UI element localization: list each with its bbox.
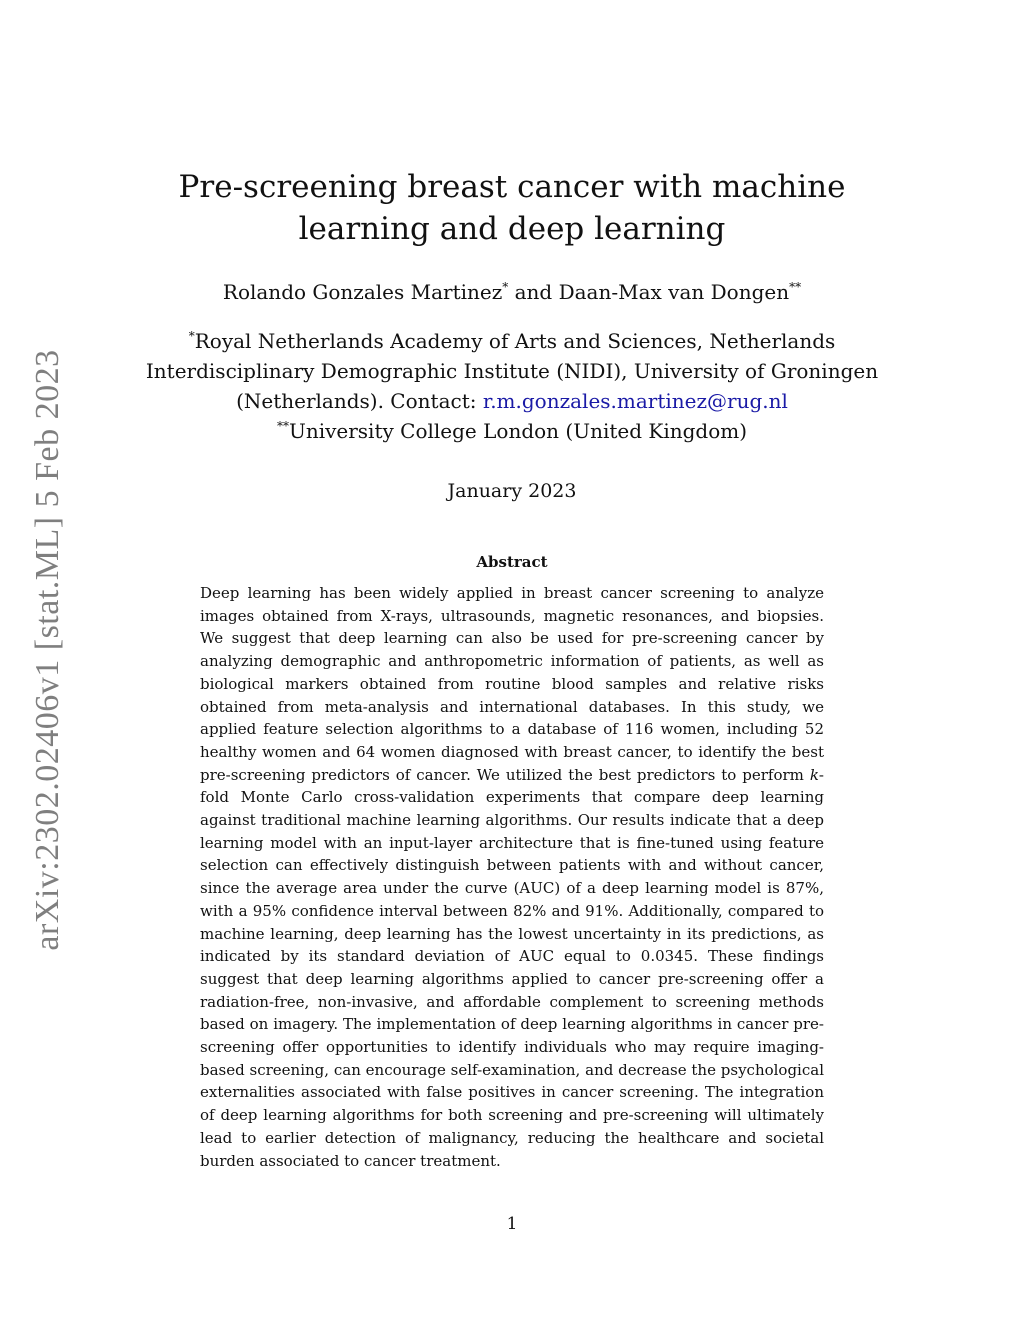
author-name: Daan-Max van Dongen: [558, 280, 790, 304]
math-variable-k: k: [809, 765, 819, 784]
affiliation-text: Royal Netherlands Academy of Arts and Sciences, Netherlands Interdisciplinary Demographic Institute (NIDI), University of Groningen (Netherlands). Contact:: [145, 329, 879, 413]
arxiv-identifier-stamp: arXiv:2302.02406v1 [stat.ML] 5 Feb 2023: [29, 349, 66, 951]
affiliation-mark: *: [188, 329, 195, 343]
page-number: 1: [506, 1214, 518, 1234]
author-name: Rolando Gonzales Martinez: [222, 280, 503, 304]
affiliation-secondary: [140, 416, 884, 446]
author-affiliation-mark: *: [502, 280, 509, 294]
affiliation-primary: [140, 326, 884, 416]
publication-date: January 2023: [447, 480, 577, 502]
paper-title: Pre-screening breast cancer with machine learning and deep learning: [178, 169, 846, 247]
author-list: [150, 278, 874, 306]
abstract-heading: Abstract: [476, 553, 548, 571]
author-affiliation-mark: **: [789, 280, 802, 294]
contact-email-link[interactable]: r.m.gonzales.martinez@rug.nl: [482, 389, 788, 413]
abstract-text: Deep learning has been widely applied in breast cancer screening to analyze images obtained from X-rays, ultrasounds, magnetic resonances, and biopsies. We suggest that deep learning can also be used for pre-screening cancer by analyzing demographic and anthropometric information of patients, as well as biological markers obtained from routine blood samples and relative risks obtained from meta-analysis and international databases. In this study, we applied feature selection algorithms to a database of 116 women, including 52 healthy women and 64 women diagnosed with breast cancer, to identify the best pre-screening predictors of cancer. We utilized the best predictors to perform: [200, 584, 824, 784]
affiliations: [140, 326, 884, 446]
affiliation-text: University College London (United Kingdom): [288, 419, 748, 443]
author-conjunction: and: [508, 280, 559, 304]
affiliation-mark: **: [276, 419, 289, 433]
abstract-text: -fold Monte Carlo cross-validation experiments that compare deep learning against traditional machine learning algorithms. Our results indicate that a deep learning model with an input-layer architecture that is fine-tuned using feature selection can effectively distinguish between patients with and without cancer, since the average area under the curve (AUC) of a deep learning model is 87%, with a 95% confidence interval between 82% and 91%. Additionally, compared to machine learning, deep learning has the lowest uncertainty in its predictions, as indicated by its standard deviation of AUC equal to 0.0345. These findings suggest that deep learning algorithms applied to cancer pre-screening offer a radiation-free, non-invasive, and affordable complement to screening methods based on imagery. The implementation of deep learning algorithms in cancer pre-screening offer opportunities to identify individuals who may require imaging-based screening, can encourage self-examination, and decrease the psychological externalities associated with false positives in cancer screening. The integration of deep learning algorithms for both screening and pre-screening will ultimately lead to earlier detection of malignancy, reducing the healthcare and societal burden associated to cancer treatment.: [200, 765, 824, 1170]
abstract-body: [200, 582, 824, 1172]
